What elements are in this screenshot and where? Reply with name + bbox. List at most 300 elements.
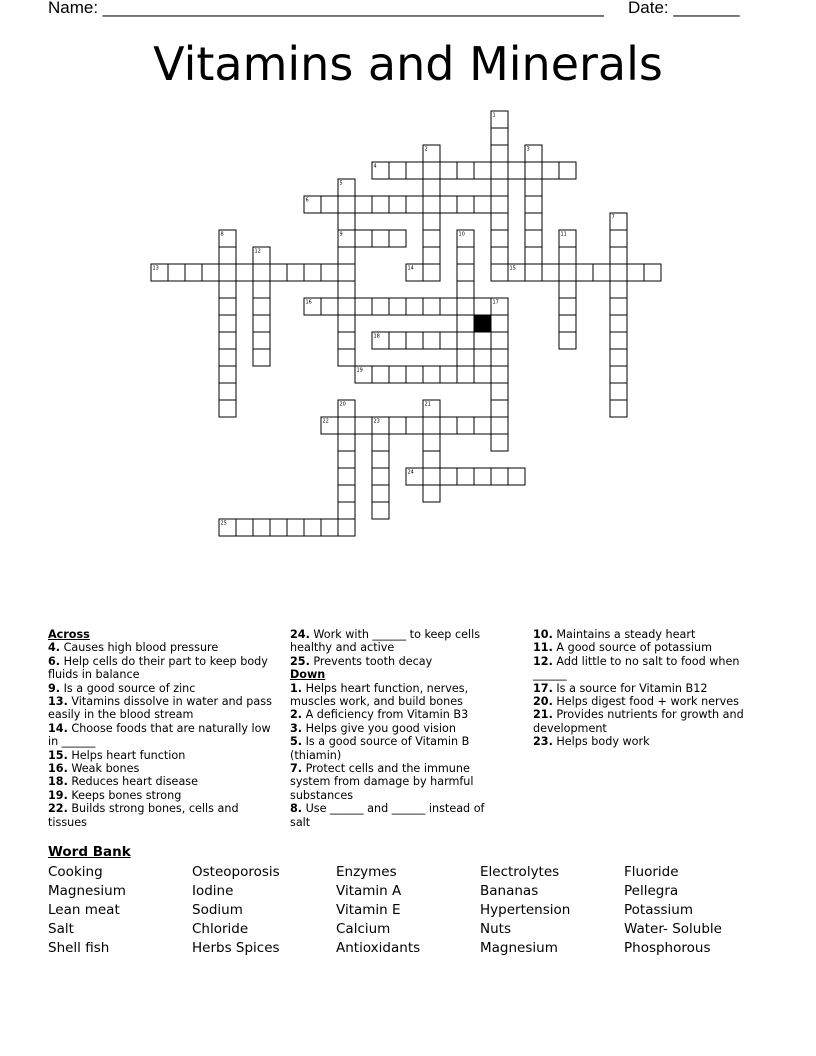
crossword-cell[interactable]	[559, 281, 576, 298]
clue-text: Weak bones	[67, 762, 140, 776]
clue-text: Keeps bones strong	[67, 788, 182, 802]
word-bank-word: Shell fish	[48, 940, 110, 956]
word-bank-word: Potassium	[624, 902, 694, 918]
cell-number: 7	[611, 214, 615, 221]
clue-text: Choose foods that are naturally low in ______	[48, 721, 271, 749]
word-bank-word: Nuts	[480, 921, 511, 937]
crossword-cell[interactable]	[559, 315, 576, 332]
crossword-cell[interactable]	[321, 196, 338, 213]
crossword-cell[interactable]	[491, 434, 508, 451]
crossword-cell[interactable]	[440, 468, 457, 485]
word-bank-word: Osteoporosis	[192, 864, 280, 880]
crossword-cell[interactable]	[219, 366, 236, 383]
clue-text: Causes high blood pressure	[60, 641, 219, 655]
word-bank-word: Sodium	[192, 902, 243, 918]
crossword-cell[interactable]	[491, 366, 508, 383]
crossword-cell[interactable]	[559, 298, 576, 315]
cell-number: 16	[305, 299, 312, 306]
cell-number: 12	[254, 248, 261, 255]
clue-number: 14.	[48, 721, 68, 735]
across-heading: Across	[48, 628, 90, 641]
clue-number: 21.	[533, 708, 553, 722]
crossword-cell[interactable]	[389, 332, 406, 349]
word-bank-word: Magnesium	[48, 883, 126, 899]
clue-number: 8.	[290, 802, 303, 816]
cell-number: 24	[407, 469, 414, 476]
crossword-cell[interactable]	[457, 247, 474, 264]
clue-text: Protect cells and the immune system from damage by harmful substances	[290, 762, 474, 802]
clue	[48, 789, 276, 802]
crossword-cell[interactable]	[423, 230, 440, 247]
cell-number: 13	[152, 265, 159, 272]
crossword-cell[interactable]	[508, 162, 525, 179]
cell-number: 4	[373, 163, 377, 170]
crossword-cell[interactable]	[338, 281, 355, 298]
crossword-cell[interactable]	[610, 332, 627, 349]
crossword-cell[interactable]	[338, 196, 355, 213]
clue	[48, 695, 276, 722]
clue	[48, 641, 276, 654]
clue-number: 3.	[290, 721, 303, 735]
crossword-cell[interactable]	[338, 417, 355, 434]
clue	[48, 775, 276, 788]
clue-text: Maintains a steady heart	[552, 628, 696, 641]
clue-number: 23.	[533, 735, 553, 749]
clue-number: 15.	[48, 748, 68, 762]
crossword-cell[interactable]	[338, 315, 355, 332]
word-bank-title: Word Bank	[48, 844, 131, 860]
name-field[interactable]: Name: _____________________________________________________	[48, 0, 604, 17]
clue-text: A deficiency from Vitamin B3	[302, 708, 469, 722]
word-bank-word: Vitamin E	[336, 902, 401, 918]
clue-number: 25.	[290, 654, 310, 668]
crossword-cell[interactable]	[321, 264, 338, 281]
clue-text: Helps heart function	[67, 748, 186, 762]
crossword-cell[interactable]	[525, 213, 542, 230]
clue-text: Reduces heart disease	[67, 775, 199, 789]
crossword-cell[interactable]	[491, 145, 508, 162]
cell-number: 1	[492, 112, 496, 119]
cell-number: 17	[492, 299, 499, 306]
crossword-cell[interactable]	[236, 519, 253, 536]
clue-number: 9.	[48, 681, 61, 695]
clue	[533, 628, 755, 641]
crossword-cell[interactable]	[474, 162, 491, 179]
crossword-cell[interactable]	[202, 264, 219, 281]
crossword-cell[interactable]	[338, 519, 355, 536]
crossword-cell[interactable]	[491, 400, 508, 417]
crossword-cell[interactable]	[610, 298, 627, 315]
crossword-cell[interactable]	[406, 196, 423, 213]
crossword-cell[interactable]	[253, 281, 270, 298]
crossword-cell[interactable]	[559, 332, 576, 349]
clue-text: Work with ______ to keep cells healthy and active	[290, 628, 481, 655]
cell-number: 6	[305, 197, 309, 204]
crossword-cell[interactable]	[406, 162, 423, 179]
crossword-cell[interactable]	[321, 519, 338, 536]
crossword-cell[interactable]	[610, 349, 627, 366]
crossword-cell[interactable]	[287, 264, 304, 281]
crossword-cell[interactable]	[423, 451, 440, 468]
crossword-cell[interactable]	[610, 366, 627, 383]
crossword-cell[interactable]	[423, 264, 440, 281]
crossword-cell[interactable]	[236, 264, 253, 281]
word-bank-word: Pellegra	[624, 883, 679, 899]
crossword-cell[interactable]	[627, 264, 644, 281]
crossword-cell[interactable]	[219, 298, 236, 315]
word-bank-word: Phosphorous	[624, 940, 711, 956]
clue-number: 19.	[48, 788, 68, 802]
crossword-cell[interactable]	[338, 349, 355, 366]
clue	[290, 722, 502, 735]
clue	[533, 735, 755, 748]
crossword-cell[interactable]	[389, 417, 406, 434]
crossword-cell[interactable]	[338, 332, 355, 349]
cell-number: 23	[373, 418, 380, 425]
crossword-cell[interactable]	[423, 417, 440, 434]
crossword-cell[interactable]	[559, 162, 576, 179]
clue	[290, 708, 502, 721]
crossword-cell[interactable]	[338, 485, 355, 502]
crossword-cell[interactable]	[474, 332, 491, 349]
crossword-cell[interactable]	[219, 264, 236, 281]
crossword-cell[interactable]	[406, 417, 423, 434]
crossword-cell[interactable]	[593, 264, 610, 281]
cell-number: 20	[339, 401, 346, 408]
crossword-cell[interactable]	[474, 366, 491, 383]
clue	[290, 802, 502, 829]
cell-number: 21	[424, 401, 431, 408]
clue	[533, 682, 755, 695]
clue	[290, 655, 502, 668]
clue-number: 10.	[533, 628, 553, 641]
crossword-cell[interactable]	[423, 366, 440, 383]
clues-column-3	[533, 628, 755, 749]
cell-number: 15	[509, 265, 516, 272]
clue-number: 11.	[533, 641, 553, 655]
clue	[533, 695, 755, 708]
crossword-cell[interactable]	[457, 264, 474, 281]
crossword-cell[interactable]	[457, 332, 474, 349]
crossword-cell[interactable]	[491, 162, 508, 179]
clue-number: 24.	[290, 628, 310, 641]
crossword-cell[interactable]	[423, 179, 440, 196]
crossword-cell[interactable]	[389, 162, 406, 179]
crossword-cell[interactable]	[406, 332, 423, 349]
crossword-cell[interactable]	[406, 366, 423, 383]
crossword-cell[interactable]	[440, 417, 457, 434]
word-bank-word: Iodine	[192, 883, 234, 899]
clue-text: Helps digest food + work nerves	[552, 695, 739, 709]
crossword-cell[interactable]	[457, 196, 474, 213]
cell-number: 18	[373, 333, 380, 340]
clue-text: Is a source for Vitamin B12	[552, 681, 708, 695]
crossword-cell[interactable]	[610, 230, 627, 247]
clue	[290, 735, 502, 762]
down-heading: Down	[290, 668, 326, 682]
crossword-cell[interactable]	[168, 264, 185, 281]
crossword-cell[interactable]	[304, 264, 321, 281]
crossword-cell[interactable]	[270, 519, 287, 536]
crossword-cell[interactable]	[491, 128, 508, 145]
crossword-cell[interactable]	[559, 247, 576, 264]
crossword-cell[interactable]	[491, 468, 508, 485]
word-bank-word: Chloride	[192, 921, 249, 937]
crossword-cell[interactable]	[610, 264, 627, 281]
clue-text: Use ______ and ______ instead of salt	[290, 802, 485, 829]
crossword-cell[interactable]	[219, 349, 236, 366]
clue-text: Is a good source of Vitamin B (thiamin)	[290, 735, 470, 762]
crossword-cell[interactable]	[491, 315, 508, 332]
crossword-cell[interactable]	[355, 230, 372, 247]
crossword-cell[interactable]	[338, 451, 355, 468]
crossword-cell[interactable]	[474, 468, 491, 485]
crossword-cell[interactable]	[219, 247, 236, 264]
crossword-cell[interactable]	[355, 196, 372, 213]
crossword-cell[interactable]	[491, 349, 508, 366]
crossword-cell[interactable]	[372, 451, 389, 468]
crossword-cell[interactable]	[304, 519, 321, 536]
crossword-cell[interactable]	[474, 417, 491, 434]
crossword-cell[interactable]	[491, 213, 508, 230]
crossword-cell[interactable]	[372, 298, 389, 315]
word-bank-word: Electrolytes	[480, 864, 560, 880]
crossword-cell[interactable]	[457, 315, 474, 332]
clue	[290, 682, 502, 709]
clue	[48, 722, 276, 749]
crossword-cell[interactable]	[423, 434, 440, 451]
crossword-cell[interactable]	[389, 366, 406, 383]
crossword-cell[interactable]	[253, 349, 270, 366]
clue-text: Helps heart function, nerves, muscles work, and build bones	[290, 681, 469, 709]
crossword-cell[interactable]	[372, 434, 389, 451]
crossword-cell[interactable]	[610, 383, 627, 400]
crossword-cell[interactable]	[457, 162, 474, 179]
clue-number: 20.	[533, 695, 553, 709]
crossword-cell[interactable]	[270, 264, 287, 281]
cell-number: 11	[560, 231, 567, 238]
word-bank-word: Enzymes	[336, 864, 397, 880]
word-bank-word: Calcium	[336, 921, 391, 937]
black-cell	[474, 315, 491, 332]
crossword-cell[interactable]	[338, 434, 355, 451]
clue-text: Help cells do their part to keep body fluids in balance	[48, 654, 268, 682]
crossword-cell[interactable]	[253, 519, 270, 536]
crossword-cell[interactable]	[321, 298, 338, 315]
crossword-cell[interactable]	[338, 213, 355, 230]
crossword-cell[interactable]	[440, 332, 457, 349]
word-bank-word: Vitamin A	[336, 883, 402, 899]
crossword-cell[interactable]	[474, 298, 491, 315]
clue	[48, 682, 276, 695]
crossword-cell[interactable]	[372, 230, 389, 247]
clue-number: 7.	[290, 762, 303, 776]
clue-number: 18.	[48, 775, 68, 789]
crossword-cell[interactable]	[491, 264, 508, 281]
crossword-cell[interactable]	[644, 264, 661, 281]
clue-number: 12.	[533, 654, 553, 668]
clue-number: 1.	[290, 681, 303, 695]
crossword-cell[interactable]	[338, 298, 355, 315]
word-bank-word: Lean meat	[48, 902, 120, 918]
clue-number: 13.	[48, 695, 68, 709]
crossword-cell[interactable]	[542, 264, 559, 281]
clue-number: 16.	[48, 762, 68, 776]
clue-number: 4.	[48, 641, 61, 655]
crossword-cell[interactable]	[372, 502, 389, 519]
crossword-cell[interactable]	[610, 281, 627, 298]
crossword-cell[interactable]	[491, 417, 508, 434]
crossword-cell[interactable]	[338, 264, 355, 281]
crossword-cell[interactable]	[372, 366, 389, 383]
crossword-cell[interactable]	[491, 179, 508, 196]
word-bank-word: Magnesium	[480, 940, 558, 956]
crossword-cell[interactable]	[338, 247, 355, 264]
crossword-cell[interactable]	[423, 213, 440, 230]
crossword-cell[interactable]	[185, 264, 202, 281]
crossword-cell[interactable]	[423, 298, 440, 315]
crossword-cell[interactable]	[491, 230, 508, 247]
crossword-cell[interactable]	[525, 247, 542, 264]
crossword-cell[interactable]	[491, 196, 508, 213]
crossword-cell[interactable]	[423, 468, 440, 485]
crossword-cell[interactable]	[525, 230, 542, 247]
crossword-cell[interactable]	[372, 485, 389, 502]
clue-text: Helps give you good vision	[302, 721, 456, 735]
crossword-cell[interactable]	[525, 264, 542, 281]
clue-text: Builds strong bones, cells and tissues	[48, 802, 239, 829]
clue	[290, 762, 502, 802]
crossword-cell[interactable]	[389, 298, 406, 315]
crossword-cell[interactable]	[491, 332, 508, 349]
crossword-cell[interactable]	[440, 298, 457, 315]
cell-number: 10	[458, 231, 465, 238]
crossword-cell[interactable]	[423, 332, 440, 349]
cell-number: 19	[356, 367, 363, 374]
clue	[290, 628, 502, 655]
crossword-cell[interactable]	[508, 468, 525, 485]
crossword-cell[interactable]	[457, 417, 474, 434]
crossword-cell[interactable]	[440, 366, 457, 383]
cell-number: 5	[339, 180, 343, 187]
clue-number: 17.	[533, 681, 553, 695]
crossword-cell[interactable]	[474, 196, 491, 213]
clue-text: Is a good source of zinc	[60, 681, 196, 695]
clue	[533, 641, 755, 654]
clue	[533, 708, 755, 735]
cell-number: 3	[526, 146, 530, 153]
clue	[48, 802, 276, 829]
crossword-cell[interactable]	[389, 230, 406, 247]
crossword-cell[interactable]	[423, 247, 440, 264]
clues-column-1	[48, 628, 276, 829]
clue-number: 5.	[290, 735, 303, 749]
crossword-cell[interactable]	[576, 264, 593, 281]
crossword-cell[interactable]	[525, 196, 542, 213]
cell-number: 22	[322, 418, 329, 425]
word-bank	[48, 844, 768, 958]
crossword-cell[interactable]	[219, 315, 236, 332]
clue-text: Provides nutrients for growth and development	[533, 708, 744, 735]
clue-text: Helps body work	[552, 735, 650, 749]
word-bank-word: Bananas	[480, 883, 539, 899]
crossword-cell[interactable]	[219, 332, 236, 349]
crossword-cell[interactable]	[457, 468, 474, 485]
crossword-cell[interactable]	[559, 264, 576, 281]
crossword-cell[interactable]	[610, 400, 627, 417]
clue	[533, 655, 755, 682]
clue	[48, 762, 276, 775]
crossword-cell[interactable]	[542, 162, 559, 179]
clue-text: Prevents tooth decay	[309, 654, 433, 668]
crossword-cell[interactable]	[338, 502, 355, 519]
crossword-cell[interactable]	[253, 315, 270, 332]
crossword-cell[interactable]	[457, 281, 474, 298]
cell-number: 8	[220, 231, 224, 238]
clue-number: 6.	[48, 654, 61, 668]
word-bank-word: Herbs Spices	[192, 940, 280, 956]
crossword-cell[interactable]	[525, 179, 542, 196]
crossword-cell[interactable]	[219, 400, 236, 417]
crossword-cell[interactable]	[355, 417, 372, 434]
crossword-cell[interactable]	[253, 332, 270, 349]
clue	[48, 655, 276, 682]
crossword-cell[interactable]	[355, 298, 372, 315]
word-bank-word: Salt	[48, 921, 74, 937]
date-field[interactable]: Date: _______	[628, 0, 740, 17]
crossword-cell[interactable]	[423, 196, 440, 213]
cell-number: 25	[220, 520, 227, 527]
word-bank-word: Water- Soluble	[624, 921, 722, 937]
page-title: Vitamins and Minerals	[153, 37, 663, 91]
crossword-cell[interactable]	[287, 519, 304, 536]
crossword-cell[interactable]	[372, 196, 389, 213]
clue-number: 2.	[290, 708, 303, 722]
crossword-cell[interactable]	[610, 315, 627, 332]
crossword-cell[interactable]	[491, 247, 508, 264]
crossword-cell[interactable]	[253, 298, 270, 315]
crossword-cell[interactable]	[440, 162, 457, 179]
crossword-cell[interactable]	[389, 196, 406, 213]
crossword-cell[interactable]	[372, 468, 389, 485]
crossword-cell[interactable]	[423, 162, 440, 179]
crossword-cell[interactable]	[491, 383, 508, 400]
crossword-cell[interactable]	[457, 298, 474, 315]
word-bank-word: Fluoride	[624, 864, 679, 880]
crossword-cell[interactable]	[253, 264, 270, 281]
clue-number: 22.	[48, 802, 68, 816]
crossword-cell[interactable]	[219, 383, 236, 400]
crossword-cell[interactable]	[440, 196, 457, 213]
cell-number: 14	[407, 265, 414, 272]
clues-column-2	[290, 628, 502, 829]
crossword-cell[interactable]	[338, 468, 355, 485]
crossword-cell[interactable]	[457, 349, 474, 366]
clue	[48, 749, 276, 762]
crossword-cell[interactable]	[219, 281, 236, 298]
word-bank-word: Antioxidants	[336, 940, 421, 956]
clue-text: A good source of potassium	[552, 641, 713, 655]
word-bank-word: Cooking	[48, 864, 103, 880]
crossword-cell[interactable]	[457, 366, 474, 383]
crossword-cell[interactable]	[525, 162, 542, 179]
clue-text: Vitamins dissolve in water and pass easily in the blood stream	[48, 695, 272, 722]
crossword-cell[interactable]	[406, 298, 423, 315]
crossword-cell[interactable]	[423, 485, 440, 502]
clue-text: Add little to no salt to food when ______	[533, 654, 740, 682]
word-bank-word: Hypertension	[480, 902, 571, 918]
crossword-cell[interactable]	[610, 247, 627, 264]
